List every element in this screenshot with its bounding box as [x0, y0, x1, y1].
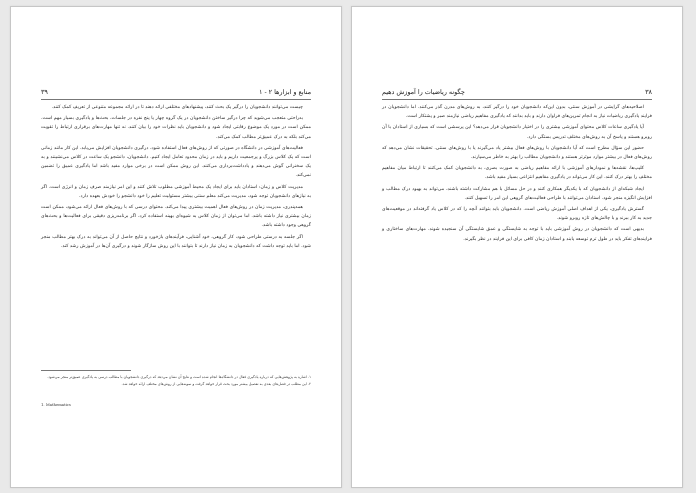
page-right — [351, 6, 683, 488]
paragraph: همه‌پندری، مدیریت زمان در روش‌های فعال اهمیت بیشتری پیدا می‌کند. محتوای درسی که با روش‌های فعال ارائه می‌شود، ممکن است زمان بیشتری نیاز داشته باشد. اما می‌توان از زمان کلاس به شیوه‌ای بهینه استفاده کرد، اگر برنامه‌ریزی دقیقی برای فعالیت‌ها و بحث‌های گروهی وجود داشته باشد. — [41, 205, 311, 229]
footnote-latin: 1. Mathematics — [41, 402, 71, 407]
page-number: ۳۹ — [41, 88, 48, 96]
footnote: ۱. اشاره به پژوهش‌هایی که درباره یادگیری فعال در دانشگاه‌ها انجام شده است و نتایج آن نشان می‌دهد که درگیری دانشجویان با مطالب درسی به یادگیری عمیق‌تر منجر می‌شود. — [47, 375, 311, 379]
paragraph: اگر جلسه به درستی طراحی شود، کار گروهی، خود آشنایی، فرآیندهای بازخورد و نتایج حاصل از آن می‌تواند به درک بهتر مطالب منجر شود. اما باید توجه داشت که دانشجویان به زمان نیاز دارند تا بتوانند با این روش سازگار شوند و درگیری آن‌ها در آموزش رشد کند. — [41, 234, 311, 249]
body-text — [41, 103, 311, 253]
paragraph: کلیپ‌ها، نقشه‌ها و نمودارهای آموزشی با ارائه مفاهیم ریاضی به صورت بصری، به دانشجویان کمک می‌کنند تا ارتباط میان مفاهیم مختلف را بهتر درک کنند. این کار می‌تواند در یادگیری مفاهیم انتزاعی بسیار مفید باشد. — [382, 166, 652, 181]
paragraph: مدیریت کلاس و زمان: استادان باید برای ایجاد یک محیط آموزشی مطلوب تلاش کنند و این امر نیازمند صرف زمان و انرژی است. اگر به نیازهای دانشجویان توجه شود، مدیریت می‌کند معلم سنتی بیشتر مسئولیت تعلیم را خود دانشجو را خودش بعهده دارد. — [41, 184, 311, 199]
body-text — [382, 103, 652, 246]
footnotes — [41, 374, 311, 389]
page-number: ۳۸ — [645, 88, 652, 96]
running-title: چگونه ریاضیات را آموزش دهیم — [382, 88, 465, 96]
paragraph: بدیهی است که دانشجویان در روش آموزشی باید با توجه به شایستگی و عمق شایستگی آن سنجیده شوند. مهارت‌های ساختاری و فرایندهای تفکر باید در طول ترم توسعه یابند و استادان زمان کافی برای این فرایند در نظر بگیرند. — [382, 227, 652, 242]
paragraph: ایجاد شبکه‌ای از دانشجویان که با یکدیگر همکاری کنند و در حل مسائل با هم مشارکت داشته باشند، می‌تواند به بهبود درک مطالب و افزایش انگیزه منجر شود. استادان می‌توانند با طراحی فعالیت‌های گروهی این امر را تسهیل کنند. — [382, 186, 652, 201]
paragraph: گسترش یادگیری، یکی از اهداف اصلی آموزش ریاضی است. دانشجویان باید بتوانند آنچه را که در کلاس یاد گرفته‌اند در موقعیت‌های جدید به کار ببرند و با چالش‌های تازه روبرو شوند. — [382, 207, 652, 222]
running-head — [41, 87, 311, 100]
page-left — [10, 6, 342, 488]
running-head — [382, 87, 652, 100]
paragraph: اصلاحیه‌های گرایشی در آموزش سنتی، بدون این‌که دانشجویان خود را درگیر کنند، به روش‌های مدرن گذر می‌کنند. اما دانشجویان در فرایند یادگیری ریاضیات نیاز به انجام تمرین‌های فراوان دارند و باید بدانند که یادگیری مفاهیم ریاضی نیازمند صبر و پشتکار است. — [382, 105, 652, 120]
footnote-separator — [41, 370, 131, 371]
paragraph: حضور این سؤال مطرح است که آیا دانشجویان با روش‌های فعال بیشتر یاد می‌گیرند یا با روش‌های سنتی. تحقیقات نشان می‌دهد که روش‌های فعال در بیشتر موارد موثرتر هستند و دانشجویان مطالب را بهتر به خاطر می‌سپارند. — [382, 145, 652, 161]
paragraph: به‌راحتی متعجب می‌شوید که چرا درگیر ساختن دانشجویان در یک گروه چهار یا پنج نفره در جلسات، بحث‌ها و یادگیری بسیار مهم است. ممکن است در مورد یک موضوع رقابتی ایجاد شود و دانشجویان باید نظرات خود را بیان کنند. نه تنها مهارت‌های برقراری ارتباط را تقویت می‌کند بلکه به درک عمیق‌تر مطالب کمک می‌کند. — [41, 116, 311, 140]
running-title: ۱ - ۲ منابع و ابزارها — [258, 88, 311, 96]
paragraph: چیست می‌توانند دانشجویان را درگیر یک بحث کنند، پیشنهادهای مختلفی ارائه دهند تا در ارائه مجموعه متنوعی از تعریف کمک کنند. — [51, 105, 303, 110]
footnote: ۲. این مطلب در فصل‌های بعدی به تفصیل بیشتر مورد بحث قرار خواهد گرفت و نمونه‌هایی از روش‌های مختلف ارائه خواهد شد. — [121, 382, 311, 387]
paragraph: فعالیت‌های آموزشی در دانشگاه در صورتی که از روش‌های فعال استفاده شود، درگیری دانشجویان افزایش می‌یابد. این کار مانند زمانی است که یک کلاس بزرگ و پرجمعیت داریم و باید در زمان محدود تعامل ایجاد کنیم. دانشجویان، دانشجو یک ساعت در کلاس می‌نشینند و به یک سخنرانی گوش می‌دهند و یادداشت‌برداری می‌کنند. این روش ممکن است در برخی موارد مفید باشد اما یادگیری عمیق را تضمین نمی‌کند. — [41, 145, 311, 179]
paragraph: آیا یادگیری ساعات کلاس محتوای آموزشی بیشتری را در اختیار دانشجویان قرار می‌دهد؟ این پرسشی است که بسیاری از استادان با آن روبرو هستند و پاسخ آن به روش‌های مختلف تدریس بستگی دارد. — [382, 125, 652, 140]
